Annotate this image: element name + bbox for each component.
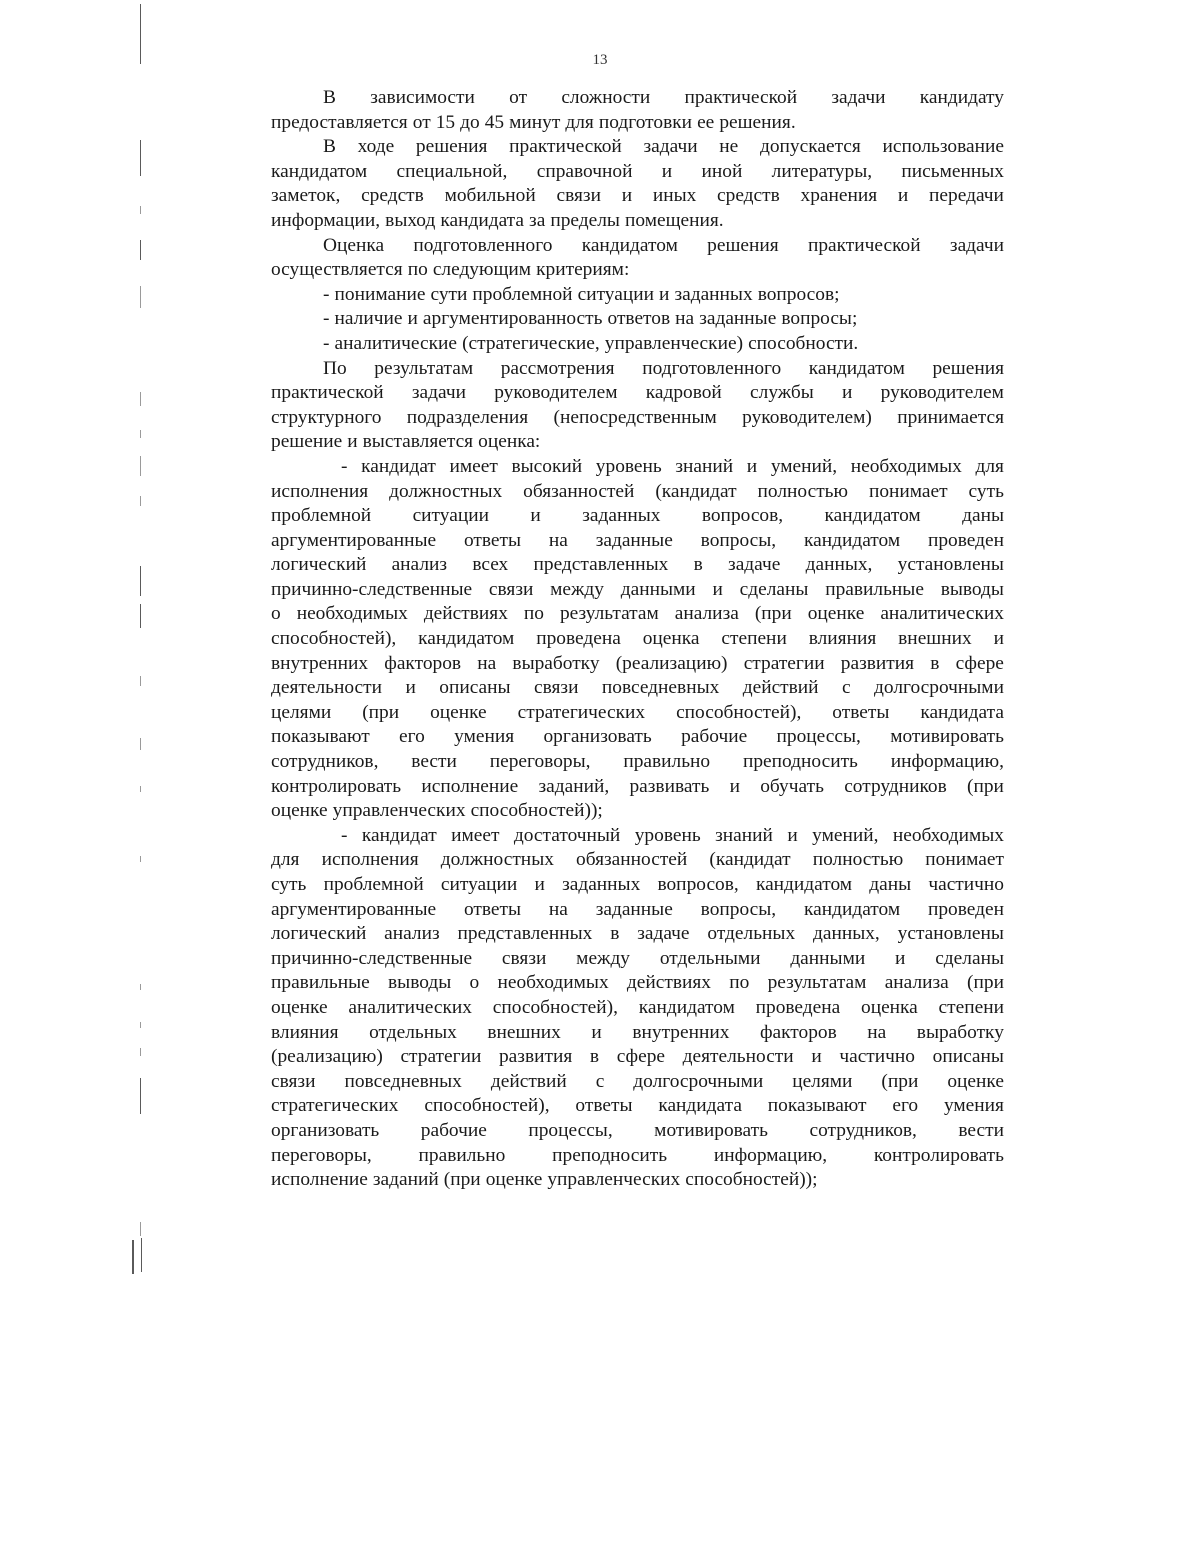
text-line: оценке аналитических способностей), кандидатом проведена оценка степени <box>271 996 1004 1018</box>
text-line: контролировать исполнение заданий, развивать и обучать сотрудников (при <box>271 775 1004 797</box>
scan-mark <box>140 738 141 750</box>
text-line: причинно-следственные связи между отдельными данными и сделаны <box>271 947 1004 969</box>
text-line: аргументированные ответы на заданные вопросы, кандидатом проведен <box>271 898 1004 920</box>
text-line: целями (при оценке стратегических способностей), ответы кандидата <box>271 701 1004 723</box>
text-line: причинно-следственные связи между данными и сделаны правильные выводы <box>271 578 1004 600</box>
scan-mark <box>140 984 141 990</box>
text-line: правильные выводы о необходимых действиях по результатам анализа (при <box>271 972 1004 994</box>
scan-mark <box>140 4 141 64</box>
scan-mark <box>140 240 141 260</box>
text-line: В зависимости от сложности практической задачи кандидату <box>323 87 1004 108</box>
text-line: стратегических способностей), ответы кандидата показывают его умения <box>271 1095 1004 1117</box>
scan-mark <box>140 566 141 596</box>
scan-mark <box>140 496 141 506</box>
scan-mark <box>140 1022 141 1028</box>
text-line: для исполнения должностных обязанностей (кандидат полностью понимает <box>271 849 1004 871</box>
text-line: исполнение заданий (при оценке управленческих способностей)); <box>271 1169 818 1191</box>
text-line: предоставляется от 15 до 45 минут для подготовки ее решения. <box>271 111 796 133</box>
text-line: влияния отдельных внешних и внутренних факторов на выработку <box>271 1021 1004 1043</box>
text-line: - кандидат имеет достаточный уровень знаний и умений, необходимых <box>341 824 1004 846</box>
text-line: В ходе решения практической задачи не допускается использование <box>323 136 1004 158</box>
text-line: о необходимых действиях по результатам анализа (при оценке аналитических <box>271 603 1004 625</box>
text-line: внутренних факторов на выработку (реализацию) стратегии развития в сфере <box>271 652 1004 674</box>
text-line: кандидатом специальной, справочной и иной литературы, письменных <box>271 160 1004 182</box>
scan-mark <box>140 286 141 308</box>
text-line: - наличие и аргументированность ответов на заданные вопросы; <box>323 308 858 330</box>
text-line: оценке управленческих способностей)); <box>271 800 603 822</box>
text-line: Оценка подготовленного кандидатом решения практической задачи <box>323 234 1004 256</box>
scan-mark <box>140 786 141 792</box>
text-line: По результатам рассмотрения подготовленного кандидатом решения <box>323 357 1004 379</box>
text-line: - кандидат имеет высокий уровень знаний и умений, необходимых для <box>341 455 1004 477</box>
scan-mark <box>140 1048 141 1056</box>
scan-mark <box>140 856 141 862</box>
text-line: (реализацию) стратегии развития в сфере деятельности и частично описаны <box>271 1046 1004 1068</box>
text-line: показывают его умения организовать рабочие процессы, мотивировать <box>271 726 1004 748</box>
page-number: 13 <box>592 52 608 68</box>
text-line: связи повседневных действий с долгосрочными целями (при оценке <box>271 1070 1004 1092</box>
text-line: переговоры, правильно преподносить информацию, контролировать <box>271 1144 1004 1166</box>
text-line: логический анализ всех представленных в задаче данных, установлены <box>271 554 1004 576</box>
scan-mark <box>140 1222 141 1236</box>
text-line: логический анализ представленных в задаче отдельных данных, установлены <box>271 923 1004 945</box>
document-body <box>271 86 1004 1193</box>
text-line: исполнения должностных обязанностей (кандидат полностью понимает суть <box>271 480 1004 502</box>
scan-mark <box>140 430 141 438</box>
scan-mark <box>140 206 141 214</box>
text-line: аргументированные ответы на заданные вопросы, кандидатом проведен <box>271 529 1004 551</box>
text-line: суть проблемной ситуации и заданных вопросов, кандидатом даны частично <box>271 874 1004 895</box>
scan-mark <box>140 140 141 176</box>
scan-mark <box>140 604 141 628</box>
scan-mark <box>140 1078 141 1114</box>
text-line: осуществляется по следующим критериям: <box>271 259 630 281</box>
text-line: - понимание сути проблемной ситуации и заданных вопросов; <box>323 283 840 305</box>
text-line: сотрудников, вести переговоры, правильно преподносить информацию, <box>271 751 1004 773</box>
scan-mark <box>141 1238 142 1272</box>
text-line: организовать рабочие процессы, мотивировать сотрудников, вести <box>271 1119 1004 1141</box>
text-line: способностей), кандидатом проведена оценка степени влияния внешних и <box>271 628 1004 650</box>
text-line: решение и выставляется оценка: <box>271 431 541 453</box>
text-line: заметок, средств мобильной связи и иных средств хранения и передачи <box>271 185 1004 207</box>
scan-mark <box>132 1240 134 1274</box>
text-line: проблемной ситуации и заданных вопросов, кандидатом даны <box>271 505 1004 527</box>
scan-mark <box>140 676 141 686</box>
text-line: - аналитические (стратегические, управленческие) способности. <box>323 332 859 354</box>
scan-mark <box>140 456 141 476</box>
scan-mark <box>140 392 141 406</box>
text-line: деятельности и описаны связи повседневных действий с долгосрочными <box>271 677 1004 699</box>
text-line: информации, выход кандидата за пределы помещения. <box>271 209 724 231</box>
text-line: практической задачи руководителем кадровой службы и руководителем <box>271 382 1004 404</box>
text-line: структурного подразделения (непосредственным руководителем) принимается <box>271 406 1004 428</box>
